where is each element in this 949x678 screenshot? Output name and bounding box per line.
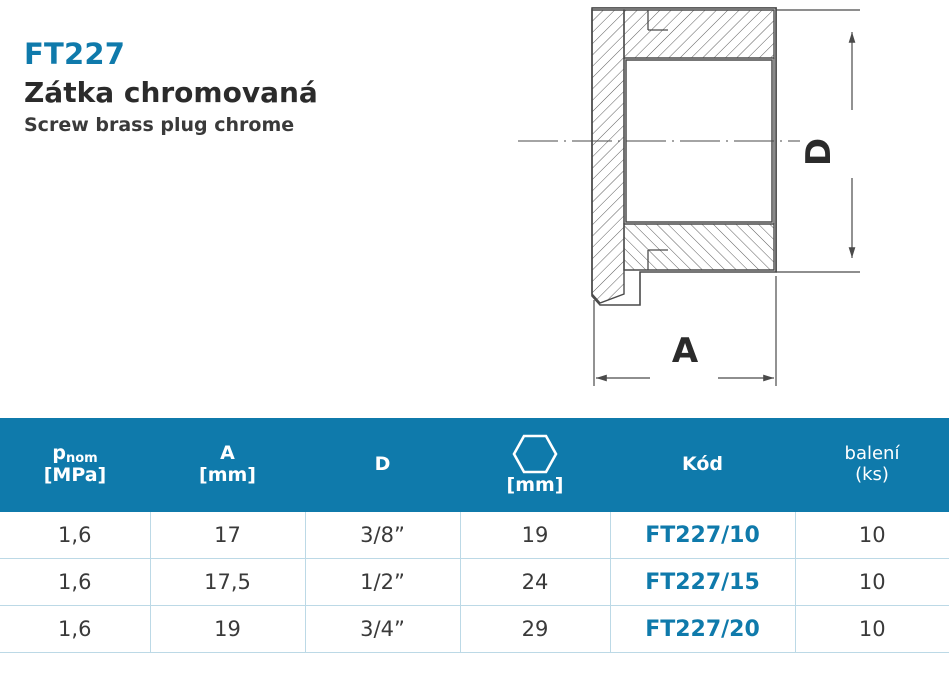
hexagon-icon [512,434,558,474]
cell-pack: 10 [795,606,949,653]
cell-code: FT227/15 [610,559,795,606]
cell-code: FT227/20 [610,606,795,653]
header-hex: [mm] [460,418,610,512]
cell-hex: 19 [460,512,610,559]
table-row [0,559,949,606]
header-a: A [mm] [150,418,305,512]
cell-pack: 10 [795,512,949,559]
cell-pack: 10 [795,559,949,606]
product-code: FT227 [24,37,126,71]
dimension-a-label: A [671,331,699,371]
product-header [24,38,504,138]
header-baleni: balení (ks) [795,418,949,512]
product-name-en: Screw brass plug chrome [24,114,295,137]
cell-hex: 29 [460,606,610,653]
header-pnom: pnom [MPa] [0,418,150,512]
cell-pnom: 1,6 [0,512,150,559]
cell-code: FT227/10 [610,512,795,559]
header-d: D [305,418,460,512]
cell-d: 3/8” [305,512,460,559]
dimension-d-label: D [799,137,839,167]
cell-d: 1/2” [305,559,460,606]
spec-table-wrapper [0,418,949,653]
table-row [0,512,949,559]
product-name-cz: Zátka chromovaná [24,76,318,110]
technical-drawing [500,0,949,400]
cell-a: 17,5 [150,559,305,606]
cell-a: 19 [150,606,305,653]
spec-table [0,418,949,653]
cell-pnom: 1,6 [0,606,150,653]
cell-pnom: 1,6 [0,559,150,606]
table-header-row [0,418,949,512]
cell-hex: 24 [460,559,610,606]
header-kod: Kód [610,418,795,512]
cell-a: 17 [150,512,305,559]
drawing-svg [500,0,949,400]
table-row [0,606,949,653]
cell-d: 3/4” [305,606,460,653]
